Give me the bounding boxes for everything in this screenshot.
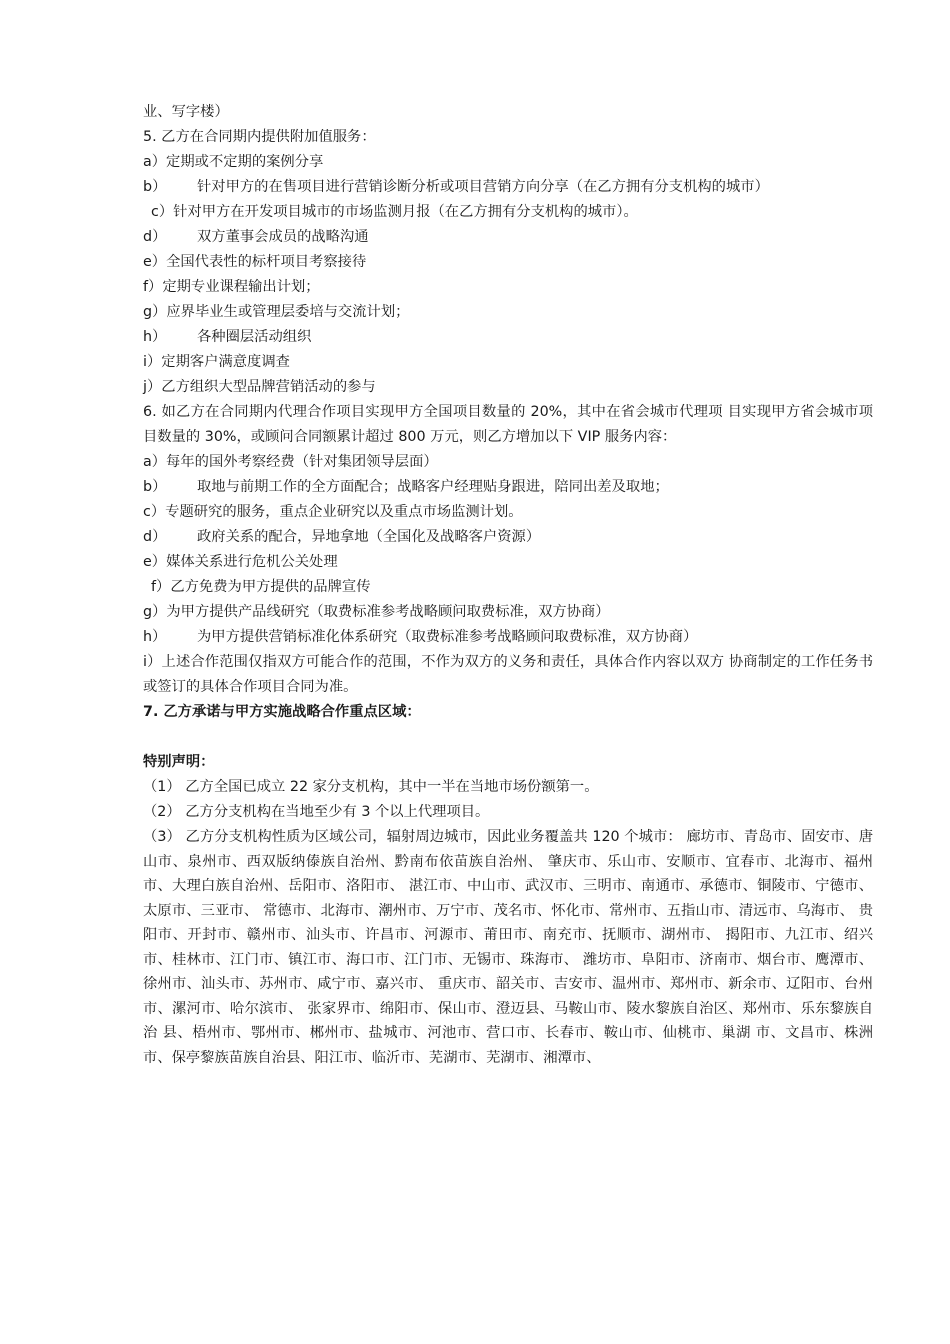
list-item-text: c）针对甲方在开发项目城市的市场监测月报（在乙方拥有分支机构的城市）。 (151, 204, 638, 220)
text-line: 业、写字楼） (143, 104, 229, 120)
list-marker: b） (143, 479, 167, 495)
list-item-i: i）定期客户满意度调查 (143, 354, 290, 370)
list-item-h (143, 325, 873, 350)
list-item-text: 各种圈层活动组织 (197, 329, 312, 345)
vip-item-e: e）媒体关系进行危机公关处理 (143, 554, 338, 570)
list-marker: d） (143, 229, 167, 245)
list-item-b (143, 175, 873, 200)
list-item-text: 取地与前期工作的全方面配合；战略客户经理贴身跟进，陪同出差及取地； (197, 479, 669, 495)
list-item-a: a）定期或不定期的案例分享 (143, 154, 324, 170)
list-marker: h） (143, 629, 167, 645)
list-marker: d） (143, 529, 167, 545)
section-heading-5: 5. 乙方在合同期内提供附加值服务： (143, 129, 376, 145)
list-item-c (143, 200, 873, 225)
list-item-d (143, 225, 873, 250)
statement-item-2: （2） 乙方分支机构在当地至少有 3 个以上代理项目。 (143, 804, 490, 820)
vip-item-h (143, 625, 873, 650)
list-marker: h） (143, 329, 167, 345)
list-item-g: g）应界毕业生或管理层委培与交流计划； (143, 304, 410, 320)
list-item-text: 双方董事会成员的战略沟通 (197, 229, 369, 245)
statement-item-1: （1） 乙方全国已成立 22 家分支机构，其中一半在当地市场份额第一。 (143, 779, 599, 795)
vip-item-g: g）为甲方提供产品线研究（取费标准参考战略顾问取费标准，双方协商） (143, 604, 610, 620)
vip-item-a: a）每年的国外考察经费（针对集团领导层面） (143, 454, 438, 470)
vip-item-c: c）专题研究的服务，重点企业研究以及重点市场监测计划。 (143, 504, 523, 520)
list-item-text: 政府关系的配合，异地拿地（全国化及战略客户资源） (197, 529, 541, 545)
list-marker: b） (143, 179, 167, 195)
list-item-j: j）乙方组织大型品牌营销活动的参与 (143, 379, 376, 395)
vip-item-b (143, 475, 873, 500)
vip-item-i: i）上述合作范围仅指双方可能合作的范围，不作为双方的义务和责任，具体合作内容以双方 协商制定的工作任务书或签订的具体合作项目合同为准。 (143, 654, 873, 695)
blank-line (143, 725, 873, 750)
special-statement-heading: 特别声明： (143, 754, 215, 770)
section-paragraph-6: 6. 如乙方在合同期内代理合作项目实现甲方全国项目数量的 20%，其中在省会城市代理项 目实现甲方省会城市项目数量的 30%，或顾问合同额累计超过 800 万元，则乙方增加以下 VIP 服务内容： (143, 404, 873, 445)
list-item-text: 为甲方提供营销标准化体系研究（取费标准参考战略顾问取费标准，双方协商） (197, 629, 698, 645)
list-item-text: f）乙方免费为甲方提供的品牌宣传 (151, 579, 371, 595)
list-item-f: f）定期专业课程输出计划； (143, 279, 320, 295)
list-item-text: 针对甲方的在售项目进行营销诊断分析或项目营销方向分享（在乙方拥有分支机构的城市） (197, 179, 769, 195)
list-item-e: e）全国代表性的标杆项目考察接待 (143, 254, 367, 270)
vip-item-f (143, 575, 873, 600)
vip-item-d (143, 525, 873, 550)
document-body (143, 100, 873, 1070)
statement-item-3: （3） 乙方分支机构性质为区域公司，辐射周边城市，因此业务覆盖共 120 个城市： 廊坊市、青岛市、固安市、唐山市、泉州市、西双版纳傣族自治州、黔南布依苗族自治州、 肇庆市、乐山市、安顺市、宜春市、北海市、福州市、大理白族自治州、岳阳市、洛阳市、 湛江市、中山市、武汉市、三明市、南通市、承德市、铜陵市、宁德市、太原市、三亚市、 常德市、北海市、潮州市、万宁市、茂名市、怀化市、常州市、五指山市、清远市、乌海市、 贵阳市、开封市、赣州市、汕头市、许昌市、河源市、莆田市、南充市、抚顺市、湖州市、 揭阳市、九江市、绍兴市、桂林市、江门市、镇江市、海口市、江门市、无锡市、珠海市、 潍坊市、阜阳市、济南市、烟台市、鹰潭市、徐州市、汕头市、苏州市、咸宁市、嘉兴市、 重庆市、韶关市、吉安市、温州市、郑州市、新余市、辽阳市、台州市、漯河市、哈尔滨市、 张家界市、绵阳市、保山市、澄迈县、马鞍山市、陵水黎族自治区、郑州市、乐东黎族自治 县、梧州市、鄂州市、郴州市、盐城市、河池市、营口市、长春市、鞍山市、仙桃市、巢湖 市、文昌市、株洲市、保亭黎族苗族自治县、阳江市、临沂市、芜湖市、芜湖市、湘潭市、 (143, 829, 873, 1066)
section-heading-7: 7. 乙方承诺与甲方实施战略合作重点区域： (143, 704, 421, 720)
